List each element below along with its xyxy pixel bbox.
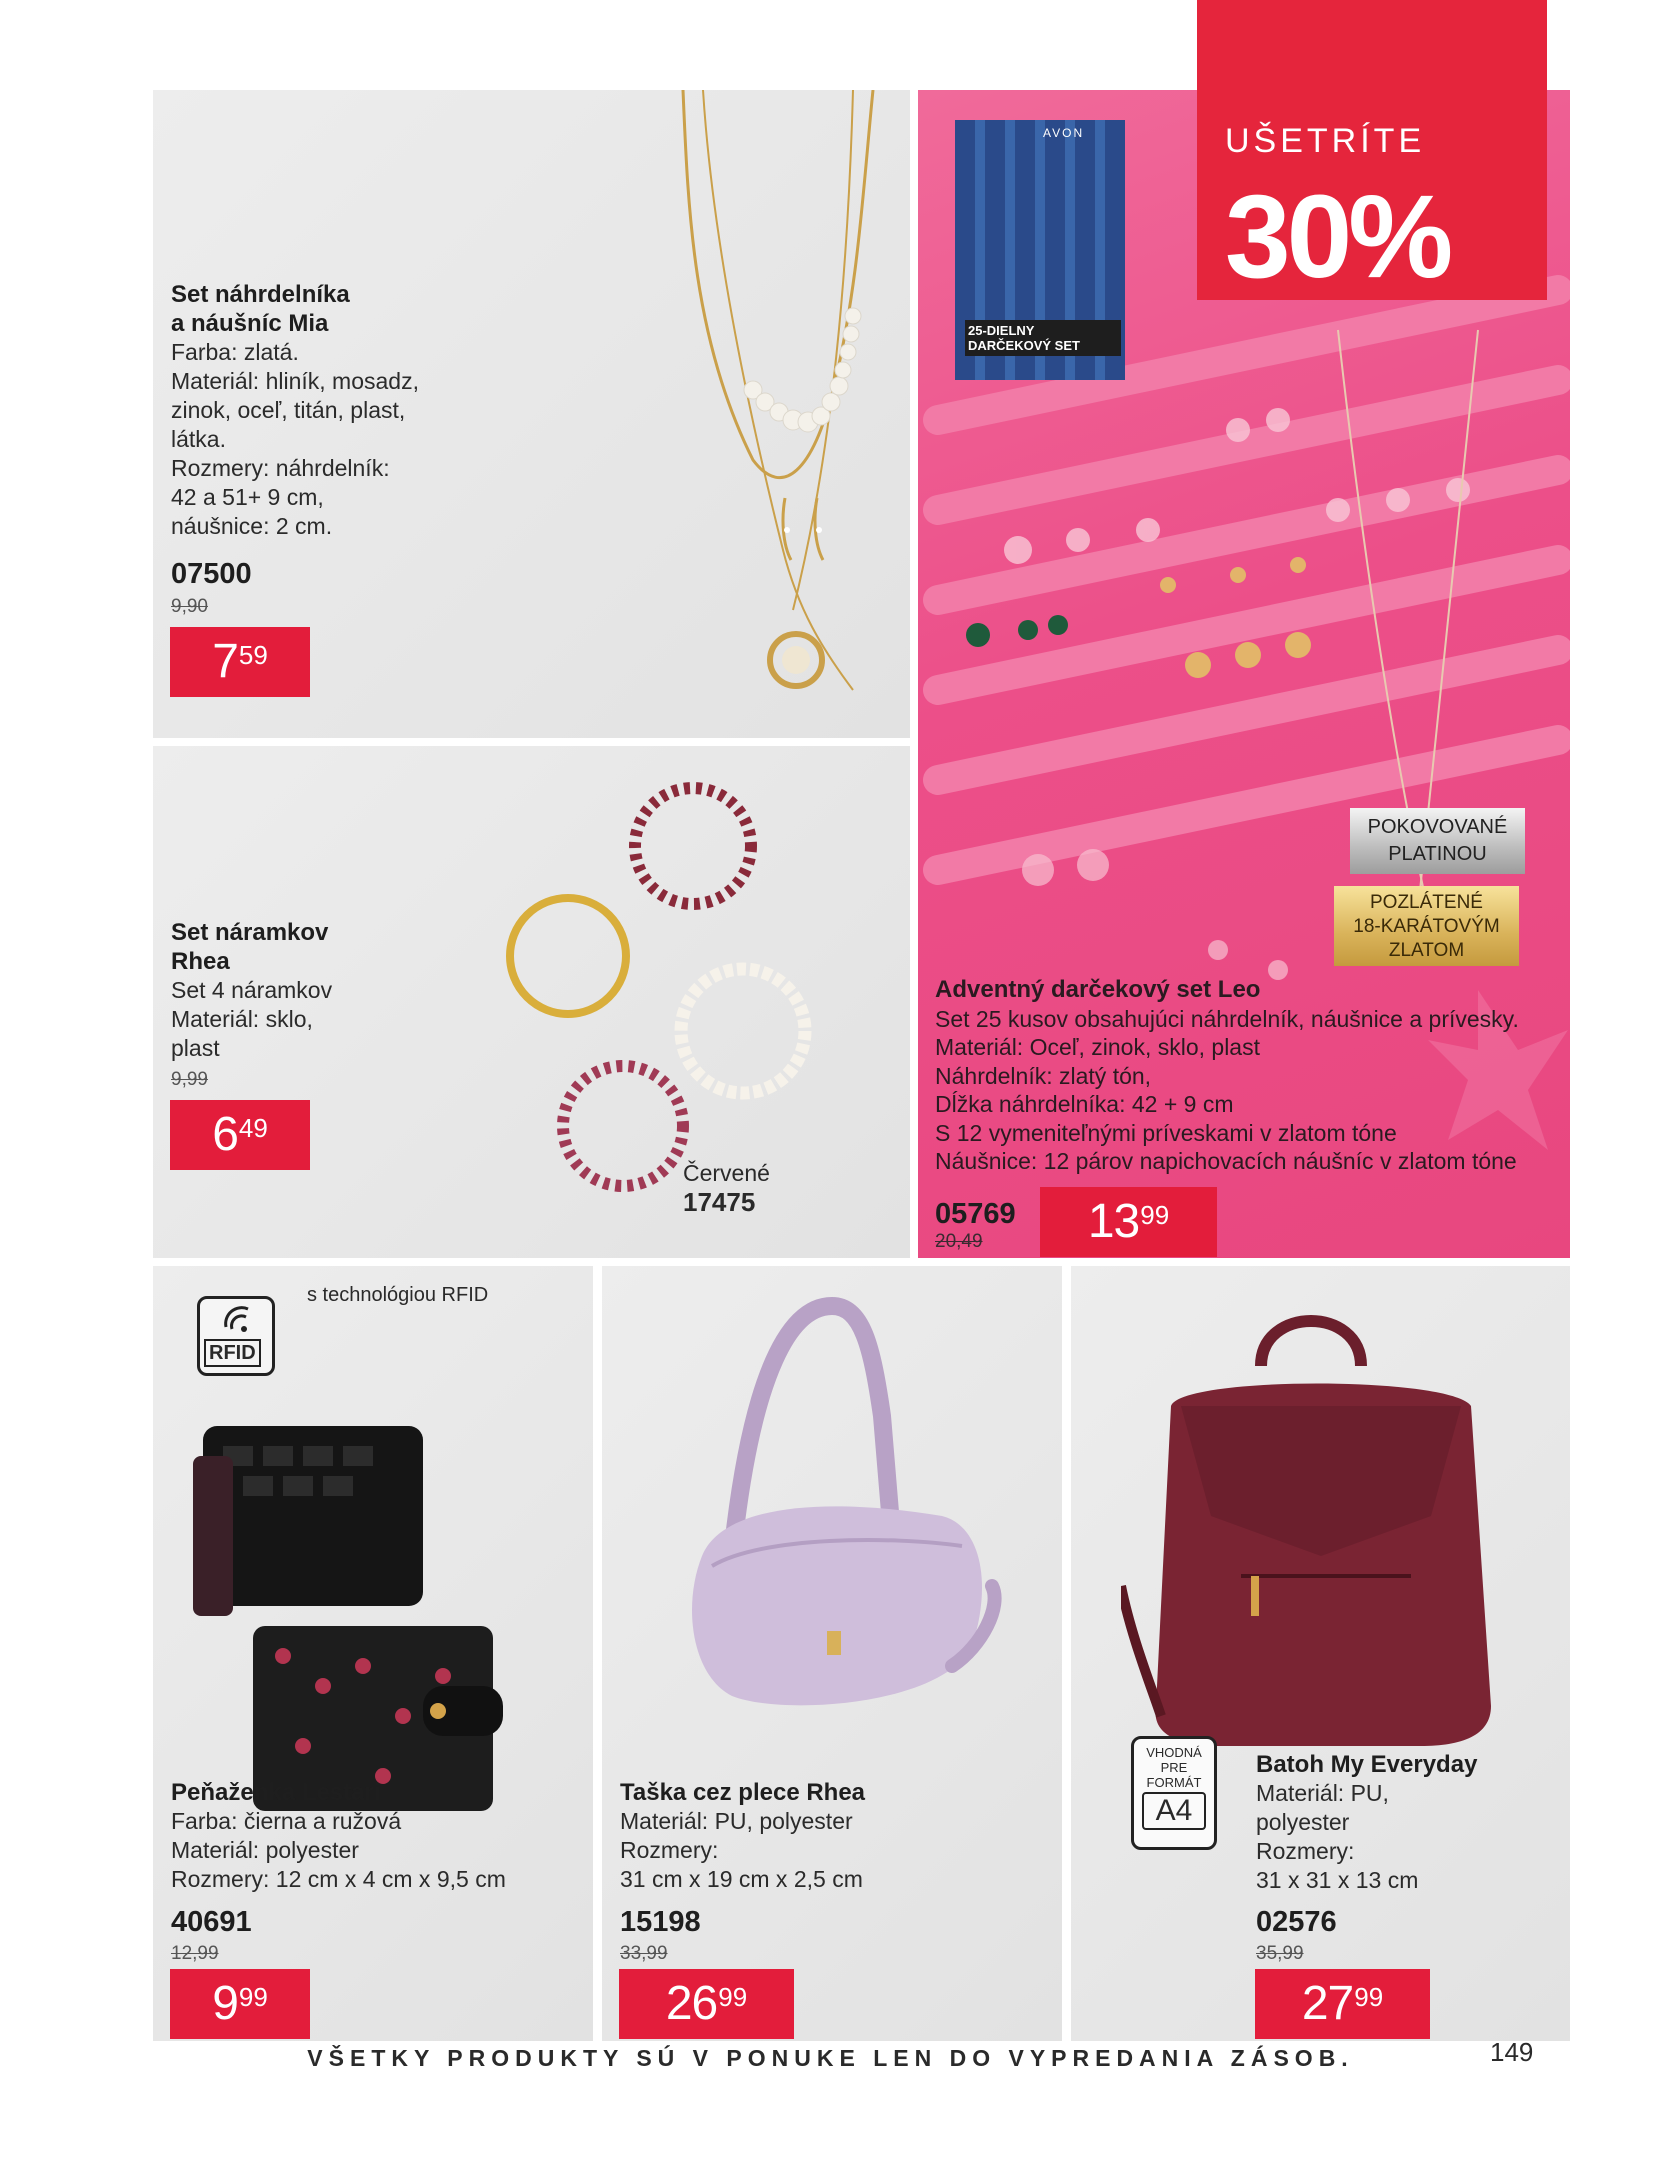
rfid-icon <box>197 1296 275 1376</box>
wifi-icon <box>220 1303 260 1337</box>
a4-badge-line-3: FORMÁT <box>1146 1775 1202 1790</box>
shoulder-bag-image <box>642 1286 1042 1766</box>
everyday-code: 02576 <box>1256 1906 1337 1938</box>
leo-line: Náhrdelník: zlatý tón, <box>935 1062 1152 1089</box>
bracelets-image <box>453 766 903 1206</box>
leo-code: 05769 <box>935 1198 1016 1230</box>
mia-title-2: a náušníc Mia <box>171 310 329 337</box>
savings-badge <box>1197 0 1547 303</box>
product-panel-everyday <box>1071 1266 1570 2041</box>
price-dec: 99 <box>1140 1200 1170 1230</box>
rhea-bracelets-title-2: Rhea <box>171 948 230 975</box>
leo-old-price: 20,49 <box>935 1231 983 1252</box>
everyday-info <box>1256 1750 1477 1895</box>
page-number: 149 <box>1490 2037 1534 2067</box>
rhea-bracelets-line: Materiál: sklo, <box>171 1006 313 1032</box>
mia-line: Materiál: hliník, mosadz, <box>171 368 419 394</box>
rhea-bag-code: 15198 <box>620 1906 701 1938</box>
product-panel-rhea-bag <box>602 1266 1062 2041</box>
rhea-bracelets-line: plast <box>171 1035 220 1061</box>
everyday-line: polyester <box>1256 1809 1350 1835</box>
platinum-tag-line-2: PLATINOU <box>1388 843 1487 865</box>
mia-title-1: Set náhrdelníka <box>171 281 350 308</box>
advent-box-label-2: DARČEKOVÝ SET <box>968 338 1080 353</box>
mia-line: Farba: zlatá. <box>171 339 299 365</box>
leo-title: Adventný darčekový set Leo <box>935 976 1261 1003</box>
lestari-line: Farba: čierna a ružová <box>171 1808 402 1834</box>
price-dec: 59 <box>238 640 268 670</box>
everyday-price <box>1255 1969 1430 2039</box>
earrings-image <box>773 490 833 570</box>
gold-tag-line-1: POZLÁTENÉ <box>1370 892 1483 913</box>
gold-tag-line-3: ZLATOM <box>1388 940 1465 961</box>
necklace-image <box>453 90 910 738</box>
a4-badge-line-2: PRE <box>1160 1760 1188 1775</box>
lestari-line: Materiál: polyester <box>171 1837 359 1863</box>
lestari-line: Rozmery: 12 cm x 4 cm x 9,5 cm <box>171 1866 506 1892</box>
leo-info <box>935 976 1519 1176</box>
wallet-image <box>183 1416 583 1816</box>
price-int: 27 <box>1301 1977 1354 2030</box>
mia-old-price: 9,90 <box>171 596 208 617</box>
variant-label: Červené <box>683 1160 770 1186</box>
rhea-bracelets-title-1: Set náramkov <box>171 919 329 946</box>
everyday-old-price: 35,99 <box>1256 1943 1304 1964</box>
rhea-bag-line: Materiál: PU, polyester <box>620 1808 853 1834</box>
a4-badge-format: A4 <box>1142 1792 1206 1830</box>
variant-code: 17475 <box>683 1187 756 1217</box>
price-dec: 99 <box>1354 1982 1384 2012</box>
mia-line: Rozmery: náhrdelník: <box>171 455 390 481</box>
everyday-title: Batoh My Everyday <box>1256 1751 1478 1778</box>
advent-box-brand: AVON <box>1043 126 1085 140</box>
leo-line: Náušnice: 12 párov napichovacích náušníc v zlatom tóne <box>935 1148 1517 1174</box>
lestari-price <box>170 1969 310 2039</box>
platinum-plated-tag <box>1350 808 1525 874</box>
mia-line: 42 a 51+ 9 cm, <box>171 484 324 510</box>
mia-line: náušnice: 2 cm. <box>171 513 333 539</box>
mia-code: 07500 <box>171 558 252 590</box>
rhea-bag-old-price: 33,99 <box>620 1943 668 1964</box>
everyday-line: 31 x 31 x 13 cm <box>1256 1867 1419 1893</box>
rhea-bracelets-line: Set 4 náramkov <box>171 977 333 1003</box>
savings-value: 30% <box>1225 171 1450 303</box>
platinum-tag-line-1: POKOVOVANÉ <box>1367 816 1508 838</box>
leo-price <box>1040 1187 1217 1257</box>
product-panel-mia <box>153 90 910 738</box>
leo-line: Materiál: Oceľ, zinok, sklo, plast <box>935 1034 1260 1060</box>
leo-line: Dĺžka náhrdelníka: 42 + 9 cm <box>935 1091 1234 1117</box>
price-int: 6 <box>212 1108 238 1161</box>
everyday-line: Materiál: PU, <box>1256 1780 1389 1806</box>
mia-line: zinok, oceľ, titán, plast, <box>171 397 406 423</box>
mia-line: látka. <box>171 426 226 452</box>
product-panel-lestari <box>153 1266 593 2041</box>
price-int: 13 <box>1087 1195 1140 1248</box>
lestari-code: 40691 <box>171 1906 252 1938</box>
lestari-title: Peňaženka Lestari <box>171 1779 381 1806</box>
rhea-bag-line: Rozmery: <box>620 1837 719 1863</box>
rhea-bracelets-info <box>171 918 332 1063</box>
price-dec: 99 <box>238 1982 268 2012</box>
advent-box-label <box>965 320 1121 356</box>
a4-badge <box>1131 1736 1217 1850</box>
rhea-bag-line: 31 cm x 19 cm x 2,5 cm <box>620 1866 863 1892</box>
gold-plated-tag <box>1334 886 1519 966</box>
lestari-info <box>171 1778 506 1894</box>
advent-box-image <box>955 120 1125 380</box>
rhea-bracelets-variant <box>683 1159 770 1217</box>
footer-disclaimer: VŠETKY PRODUKTY SÚ V PONUKE LEN DO VYPREDANIA ZÁSOB. <box>307 2045 1354 2071</box>
rhea-bag-info <box>620 1778 865 1894</box>
leo-line: S 12 vymeniteľnými príveskami v zlatom tóne <box>935 1119 1397 1146</box>
mia-info <box>171 280 419 541</box>
product-panel-rhea-bracelets <box>153 746 910 1258</box>
rhea-bracelets-old-price: 9,99 <box>171 1069 208 1090</box>
price-int: 7 <box>212 635 238 688</box>
backpack-image <box>1121 1286 1541 1766</box>
price-dec: 49 <box>238 1113 268 1143</box>
leo-line: Set 25 kusov obsahujúci náhrdelník, náušnice a prívesky. <box>935 1005 1519 1032</box>
rhea-bag-price <box>619 1969 794 2039</box>
savings-label: UŠETRÍTE <box>1225 122 1426 160</box>
gold-tag-line-2: 18-KARÁTOVÝM <box>1353 916 1500 937</box>
rfid-icon-text: RFID <box>204 1339 261 1367</box>
a4-badge-line-1: VHODNÁ <box>1146 1745 1202 1760</box>
price-int: 9 <box>212 1977 238 2030</box>
rhea-bracelets-price <box>170 1100 310 1170</box>
everyday-line: Rozmery: <box>1256 1838 1355 1864</box>
price-int: 26 <box>665 1977 718 2030</box>
advent-box-label-1: 25-DIELNY <box>968 323 1035 338</box>
mia-price <box>170 627 310 697</box>
price-dec: 99 <box>718 1982 748 2012</box>
lestari-old-price: 12,99 <box>171 1943 219 1964</box>
rhea-bag-title: Taška cez plece Rhea <box>620 1779 866 1806</box>
rfid-caption: s technológiou RFID <box>307 1284 489 1306</box>
